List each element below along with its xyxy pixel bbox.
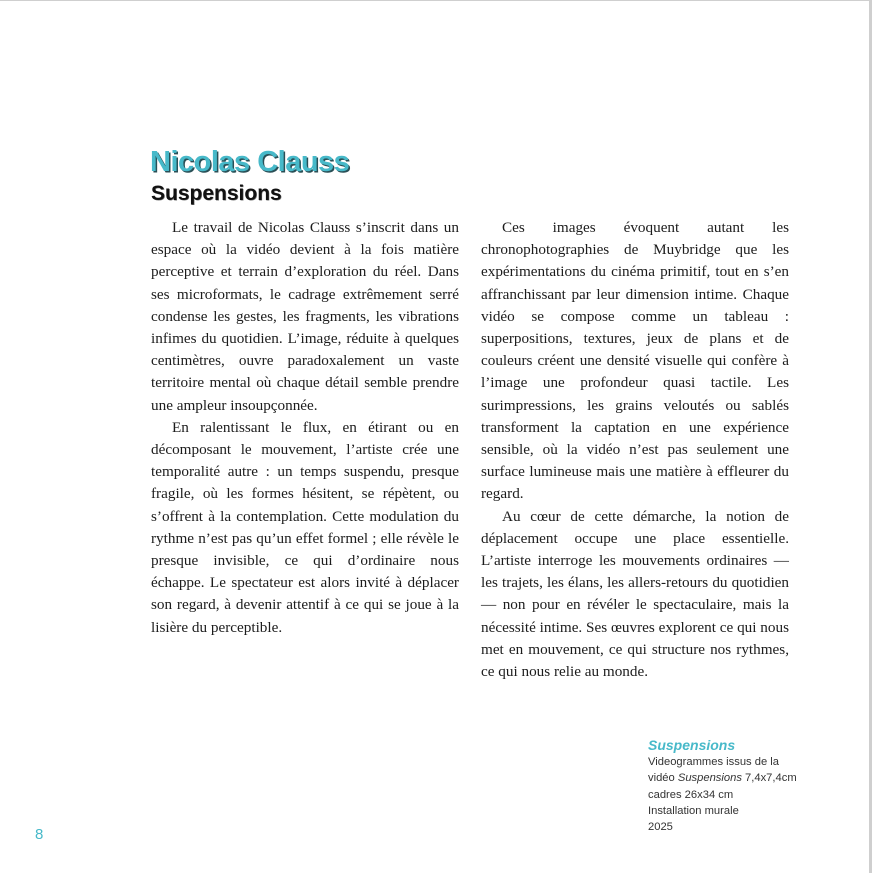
artist-name: Nicolas Clauss (150, 146, 350, 178)
paragraph: Ces images évoquent autant les chronophotographies de Muybridge que les expérimentations du cinéma primitif, tout en s’en affranchissant par leur dimension intime. Chaque vidéo se compose comme un tableau : superpositions, textures, jeux de plans et de couleurs créent une densité visuelle qui confère à l’image une profondeur quasi tactile. Les surimpressions, les grains veloutés ou sablés transforment la captation en une expérience sensible, où la vidéo n’est pas seulement une surface lumineuse mais une matière à effleurer du regard. (481, 219, 789, 503)
caption-title: Suspensions (648, 737, 736, 753)
paragraph: Au cœur de cette démarche, la notion de déplacement occupe une place essentielle. L’artiste interroge les mouvements ordinaires — les trajets, les élans, les allers-retours du quotidien — non pour en révéler le spectaculaire, mais la nécessité intime. Ses œuvres explorent ce qui nous met en mouvement, ce qui structure nos rythmes, ce qui nous relie au monde. (481, 507, 789, 681)
caption-line (648, 770, 828, 786)
paragraph: Le travail de Nicolas Clauss s’inscrit dans un espace où la vidéo devient à la fois matière perceptive et terrain d’exploration du réel. Dans ses microformats, le cadrage extrêmement serré condense les gestes, les fragments, les vibrations infimes du quotidien. L’image, réduite à quelques centimètres, ouvre paradoxalement un vaste territoire mental où chaque détail semble prendre une ampleur insoupçonnée. (151, 219, 459, 414)
caption-year: 2025 (648, 821, 673, 834)
caption-line: Installation murale (648, 804, 739, 817)
work-title: Suspensions (151, 182, 282, 205)
caption-dimensions: 7,4x7,4cm (741, 772, 797, 785)
caption-work-italic: Suspensions (677, 772, 742, 785)
caption-line: Videogrammes issus de la (648, 756, 779, 768)
page-number: 8 (35, 826, 44, 843)
left-text-column (151, 217, 459, 639)
paragraph: En ralentissant le flux, en étirant ou en décomposant le mouvement, l’artiste crée une temporalité autre : un temps suspendu, presque fragile, où les formes hésitent, se répètent, ou s’offrent à la contemplation. Cette modulation du rythme n’est pas qu’un effet formel ; elle révèle le presque invisible, ce qui d’ordinaire nous échappe. Le spectateur est alors invité à déplacer son regard, à devenir attentif à ce qui se joue à la lisière du perceptible. (151, 418, 459, 636)
caption-text: vidéo (648, 772, 678, 785)
caption-line: cadres 26x34 cm (648, 788, 734, 801)
right-text-column (481, 217, 789, 683)
artwork-caption (648, 736, 828, 835)
